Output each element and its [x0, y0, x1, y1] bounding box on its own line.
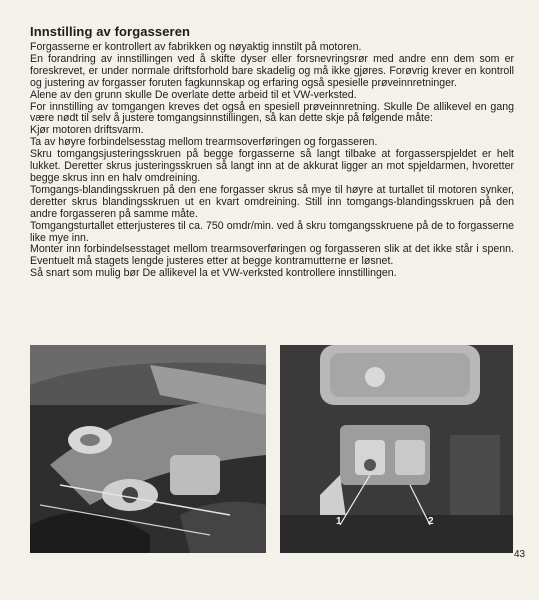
paragraph: Skru tomgangsjusteringsskruen på begge forgasserne så langt tilbake at forgasserspjeldet er helt lukket. Deretter skrus justeringsskruen så langt inn at de akkurat ligger an mot spjeldarmen, hvoretter begge skrus inn en halv omdreining.	[30, 148, 514, 184]
paragraph: En forandring av innstillingen ved å skifte dyser eller forsnevringsrør med andre enn dem som er foreskrevet, er under normale driftsforhold bare skadelig og må ikke gjøres. Forøvrig krever en kontroll og justering av forgasser foruten fagkunnskap og erfaring også spesielle prøveinnretninger.	[30, 52, 514, 89]
paragraph: Forgasserne er kontrollert av fabrikken og nøyaktig innstilt på motoren.	[30, 41, 362, 53]
instruction-text	[30, 42, 514, 280]
section-heading: Innstilling av forgasseren	[30, 24, 191, 39]
engine-photo-illustration	[30, 345, 266, 553]
page-number: 43	[514, 549, 526, 560]
paragraph: For innstilling av tomgangen kreves det også en spesiell prøveinnretning. Skulle De allikevel en gang være nødt til selv å justere tomgangsinnstillingen, så kan dette skje på følgende måte:	[30, 100, 514, 125]
carburettor-illustration	[280, 345, 513, 553]
paragraph: Monter inn forbindelsesstaget mellom trearmsoverføringen og forgasseren slik at det ikke står i spenn. Eventuelt må stagets lengde justeres etter at begge kontramutterne er løsnet.	[30, 243, 514, 268]
paragraph: Tomgangs-blandingsskruen på den ene forgasser skrus så mye til høyre at turtallet til motoren synker, deretter skrus blandingsskruen ut en kvart omdreining. Still inn tomgangs-blandingsskruen på den andre forgasseren på samme måte.	[30, 183, 514, 220]
paragraph: Kjør motoren driftsvarm.	[30, 124, 144, 137]
paragraph: Alene av den grunn skulle De overlate dette arbeid til et VW-verksted.	[30, 88, 357, 101]
paragraph: Så snart som mulig bør De allikevel la et VW-verksted kontrollere innstillingen.	[30, 267, 397, 280]
callout-label-2: 2	[428, 516, 434, 527]
callout-label-1: 1	[336, 516, 342, 527]
engine-photo-hand-adjusting	[30, 345, 266, 553]
carburettor-photo	[280, 345, 513, 553]
paragraph: Ta av høyre forbindelsesstag mellom trearmsoverføringen og forgasseren.	[30, 136, 378, 149]
paragraph: Tomgangsturtallet etterjusteres til ca. 750 omdr/min. ved å skru tomgangsskruene på de to forgasserne like mye inn.	[30, 219, 514, 244]
